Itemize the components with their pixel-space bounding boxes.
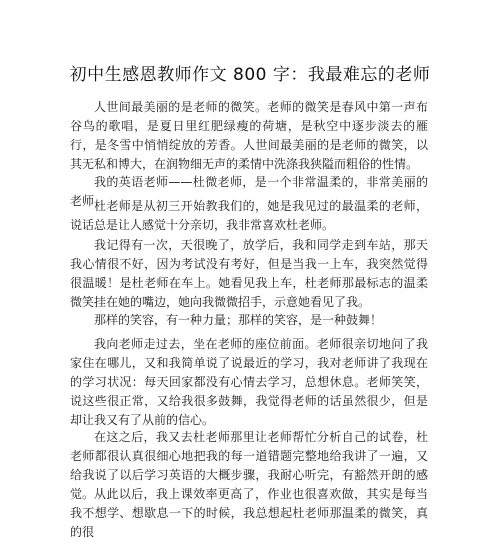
paragraph-6: 我向老师走过去，坐在老师的座位前面。老师很亲切地问了我家住在哪儿，又和我简单说了说最近的学习，我对老师讲了我现在的学习状况：每天回家都没有心情去学习，总想休息。老师笑笑，说这些很正常，又给我很多鼓舞，我觉得老师的话虽然很少，但是却让我又有了从前的信心。 bbox=[70, 337, 428, 427]
paragraph-7: 在这之后，我又去杜老师那里让老师帮忙分析自己的试卷，杜老师都很认真很细心地把我的每一道错题完整地给我讲了一遍，又给我说了以后学习英语的大概步骤，我耐心听完，有豁然开朗的感觉。 bbox=[70, 430, 428, 501]
paragraph-2: 我的英语老师——杜微老师，是一个非常温柔的，非常美丽的老师 bbox=[70, 175, 428, 208]
article-title: 初中生感恩教师作文 800 字：我最难忘的老师 bbox=[69, 65, 431, 85]
paragraph-4: 我记得有一次，天很晚了，放学后，我和同学走到车站，那天我心情很不好，因为考试没有考好，但是当我一上车，我突然觉得很温暖！是杜老师在车上。她看见我上车，杜老师那最标志的温柔微笑挂在她的嘴边，她向我微微招手，示意她看见了我。 bbox=[70, 238, 428, 309]
paragraph-3: 杜老师是从初三开始教我们的，她是我见过的最温柔的老师，说话总是让人感觉十分亲切，我非常喜欢杜老师。 bbox=[70, 199, 428, 232]
paragraph-8: 从此以后，我上课效率更高了，作业也很喜欢做，其实是每当我不想学、想歇息一下的时候，我总想起杜老师那温柔的微笑，真的很 bbox=[70, 487, 428, 539]
paragraph-5: 那样的笑容，有一种力量；那样的笑容，是一种鼓舞！ bbox=[94, 313, 383, 327]
paragraph-1: 人世间最美丽的是老师的微笑。老师的微笑是春风中第一声布谷鸟的歌唱，是夏日里红肥绿瘦的荷塘，是秋空中逐步淡去的雁行，是冬雪中悄悄绽放的芳香。人世间最美丽的是老师的微笑，以其无私和博大，在润物细无声的柔情中洗涤我狭隘而粗俗的性情。 bbox=[70, 100, 428, 171]
